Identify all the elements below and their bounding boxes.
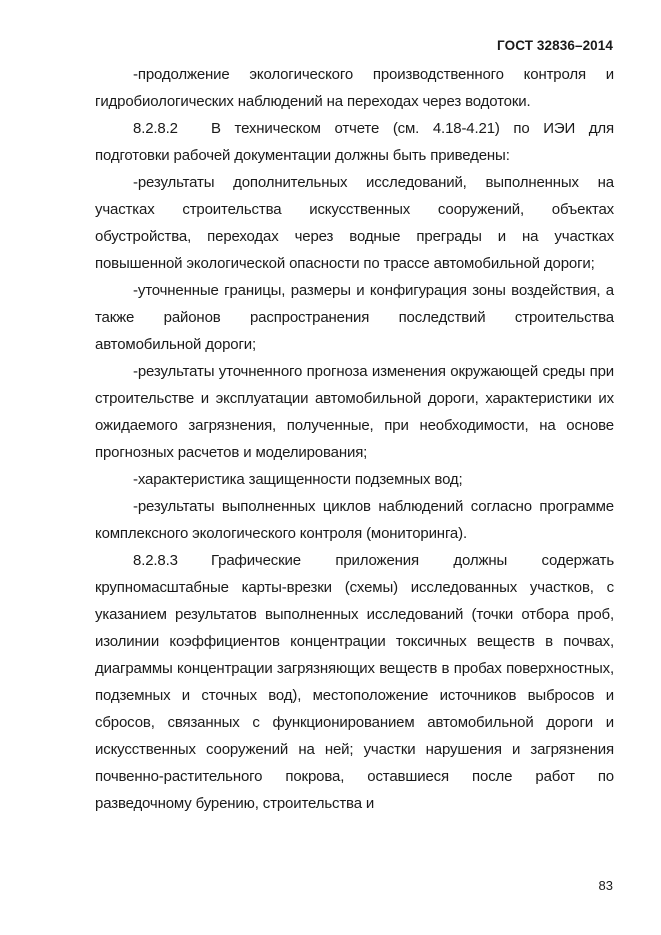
page-header-standard-code: ГОСТ 32836–2014: [497, 38, 613, 53]
clause-number: 8.2.8.2: [133, 120, 178, 137]
paragraph-text: -результаты выполненных циклов наблюдений согласно программе комплексного экологического контроля (мониторинга).: [95, 498, 614, 542]
paragraph-list-item: [95, 61, 614, 115]
page-number: 83: [598, 878, 613, 893]
paragraph-text: -результаты дополнительных исследований, выполненных на участках строительства искусственных сооружений, объектах обустройства, переходах через водные преграды и на участках повышенной экологической опасности по трассе автомобильной дороги;: [95, 174, 614, 272]
paragraph-list-item: [95, 277, 614, 358]
paragraph-text: В техническом отчете (см. 4.18-4.21) по ИЭИ для подготовки рабочей документации должны быть приведены:: [95, 120, 614, 164]
document-body: [95, 61, 614, 817]
paragraph-list-item: [95, 493, 614, 547]
paragraph-text: Графические приложения должны содержать крупномасштабные карты-врезки (схемы) исследованных участков, с указанием результатов выполненных исследований (точки отбора проб, изолинии коэффициентов концентрации токсичных веществ в почвах, диаграммы концентрации загрязняющих веществ в пробах поверхностных, подземных и сточных вод), местоположение источников выбросов и сбросов, связанных с функционированием автомобильной дороги и искусственных сооружений на ней; участки нарушения и загрязнения почвенно-растительного покрова, оставшиеся после работ по разведочному бурению, строительства и: [95, 552, 614, 812]
clause-number: 8.2.8.3: [133, 552, 178, 569]
paragraph-list-item: [95, 466, 614, 493]
clause-paragraph: [95, 547, 614, 817]
paragraph-text: -результаты уточненного прогноза изменения окружающей среды при строительстве и эксплуатации автомобильной дороги, характеристики их ожидаемого загрязнения, полученные, при необходимости, на основе прогнозных расчетов и моделирования;: [95, 363, 614, 461]
paragraph-text: -уточненные границы, размеры и конфигурация зоны воздействия, а также районов распространения последствий строительства автомобильной дороги;: [95, 282, 614, 353]
paragraph-list-item: [95, 358, 614, 466]
clause-paragraph: [95, 115, 614, 169]
paragraph-list-item: [95, 169, 614, 277]
paragraph-text: -продолжение экологического производственного контроля и гидробиологических наблюдений на переходах через водотоки.: [95, 66, 614, 110]
paragraph-text: -характеристика защищенности подземных вод;: [133, 471, 463, 488]
